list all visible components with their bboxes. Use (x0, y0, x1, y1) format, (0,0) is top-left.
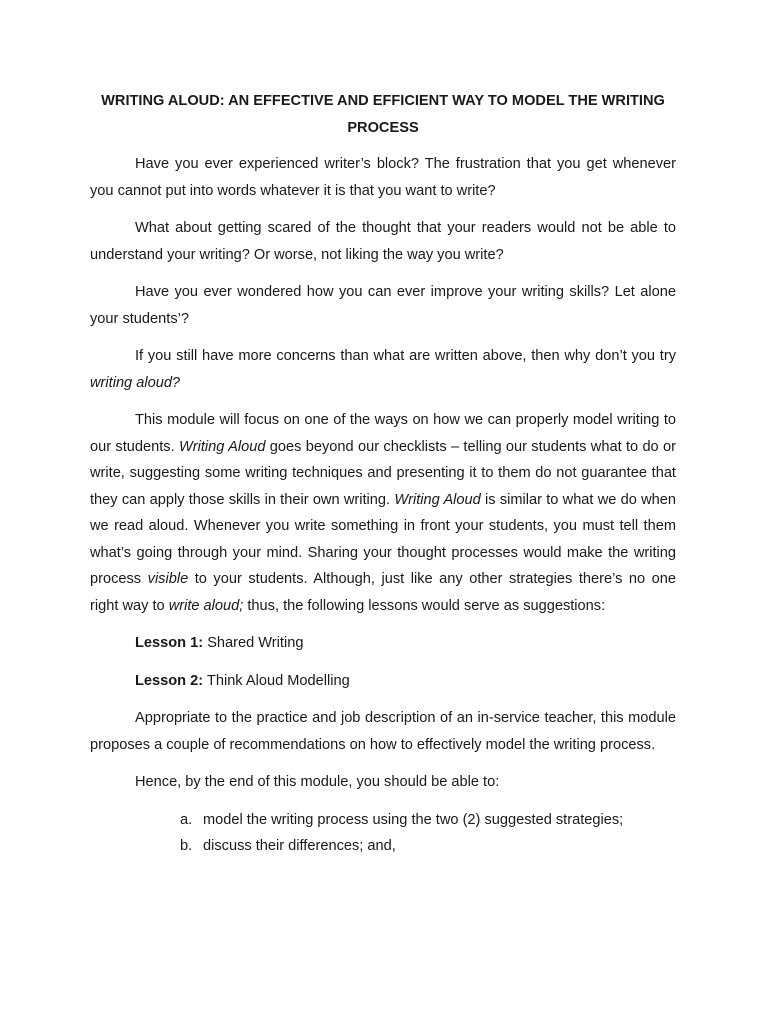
paragraph-readers-fear: What about getting scared of the thought that your readers would not be able to understand your writing? Or worse, not liking the way you write? (90, 220, 676, 263)
emphasis-writing-aloud: Writing Aloud (394, 491, 481, 508)
paragraph-objectives-intro: Hence, by the end of this module, you should be able to: (135, 774, 500, 790)
objectives-list (90, 807, 676, 859)
paragraph-text: If you still have more concerns than what are written above, then why don’t you try (135, 348, 676, 364)
objective-text: discuss their differences; and, (203, 837, 396, 854)
list-marker: b. (180, 837, 193, 854)
paragraph-writers-block: Have you ever experienced writer’s block? The frustration that you get whenever you cannot put into words whatever it is that you want to write? (90, 156, 676, 199)
paragraph-text: is similar to what we do when we read aloud. Whenever you write something in front your students, you must tell them what’s going through your mind. Sharing your thought processes would make the writing process (90, 491, 677, 587)
lesson-title: Shared Writing (207, 635, 304, 651)
lesson-label: Lesson 1: (135, 635, 204, 651)
paragraph-try-writing-aloud (90, 343, 676, 396)
paragraph-text: This module will focus on one of the ways on how we can properly model writing to our students. (90, 412, 676, 455)
emphasis-visible: visible (147, 571, 189, 587)
paragraph-text: to your students. Although, just like any other strategies there’s no one right way to (90, 571, 677, 614)
lesson-2 (135, 668, 676, 695)
lesson-title: Think Aloud Modelling (206, 672, 350, 689)
list-marker: a. (180, 811, 193, 828)
lesson-label: Lesson 2: (135, 672, 204, 689)
emphasis-writing-aloud: writing aloud? (90, 374, 181, 391)
objective-item (180, 833, 676, 859)
paragraph-module-focus (90, 407, 676, 619)
lesson-1 (135, 630, 676, 657)
objective-item (180, 807, 676, 833)
document-page (90, 88, 676, 859)
paragraph-recommendations: Appropriate to the practice and job description of an in-service teacher, this module proposes a couple of recommendations on how to effectively model the writing process. (90, 710, 676, 753)
paragraph-improve-skills: Have you ever wondered how you can ever improve your writing skills? Let alone your students’? (90, 284, 676, 327)
paragraph-text: goes beyond our checklists – telling our students what to do or write, suggesting some writing techniques and presenting it to them do not guarantee that they can apply those skills in their own writing. (90, 438, 676, 508)
emphasis-writing-aloud: Writing Aloud (178, 438, 266, 455)
emphasis-write-aloud: write aloud; (168, 597, 244, 614)
document-title: WRITING ALOUD: AN EFFECTIVE AND EFFICIENT WAY TO MODEL THE WRITING PROCESS (101, 93, 665, 136)
paragraph-text: thus, the following lessons would serve as suggestions: (243, 597, 606, 614)
objective-text: model the writing process using the two (2) suggested strategies; (203, 811, 624, 828)
